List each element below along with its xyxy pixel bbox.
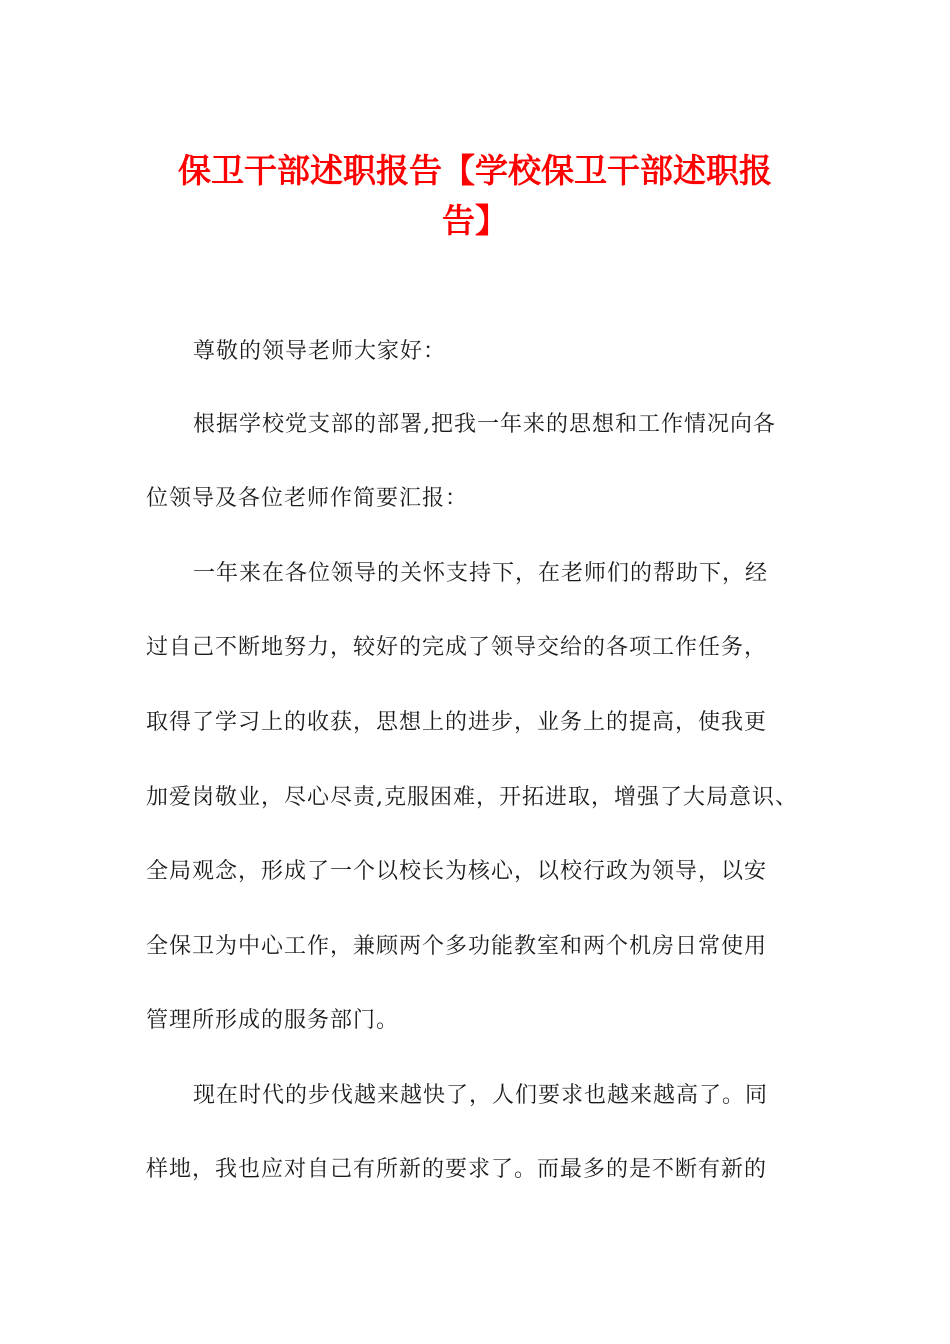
paragraph-line: 加爱岗敬业，尽心尽责,克服困难，开拓进取，增强了大局意识、 xyxy=(146,785,798,810)
paragraph-line: 取得了学习上的收获，思想上的进步，业务上的提高，使我更 xyxy=(146,710,768,735)
salutation: 尊敬的领导老师大家好： xyxy=(193,339,447,364)
document-title-line-1: 保卫干部述职报告【学校保卫干部述职报 xyxy=(178,151,772,190)
document-title-line-2: 告】 xyxy=(442,201,508,240)
paragraph-line: 位领导及各位老师作简要汇报： xyxy=(146,486,469,511)
paragraph-line: 过自己不断地努力，较好的完成了领导交给的各项工作任务， xyxy=(146,635,768,660)
paragraph-line: 全局观念，形成了一个以校长为核心，以校行政为领导，以安 xyxy=(146,859,768,884)
paragraph-line: 根据学校党支部的部署,把我一年来的思想和工作情况向各 xyxy=(193,412,776,437)
paragraph-line: 管理所形成的服务部门。 xyxy=(146,1008,400,1033)
paragraph-line: 样地，我也应对自己有所新的要求了。而最多的是不断有新的 xyxy=(146,1157,768,1182)
paragraph-line: 一年来在各位领导的关怀支持下，在老师们的帮助下，经 xyxy=(193,561,769,586)
paragraph-line: 现在时代的步伐越来越快了，人们要求也越来越高了。同 xyxy=(193,1083,769,1108)
paragraph-line: 全保卫为中心工作，兼顾两个多功能教室和两个机房日常使用 xyxy=(146,934,768,959)
